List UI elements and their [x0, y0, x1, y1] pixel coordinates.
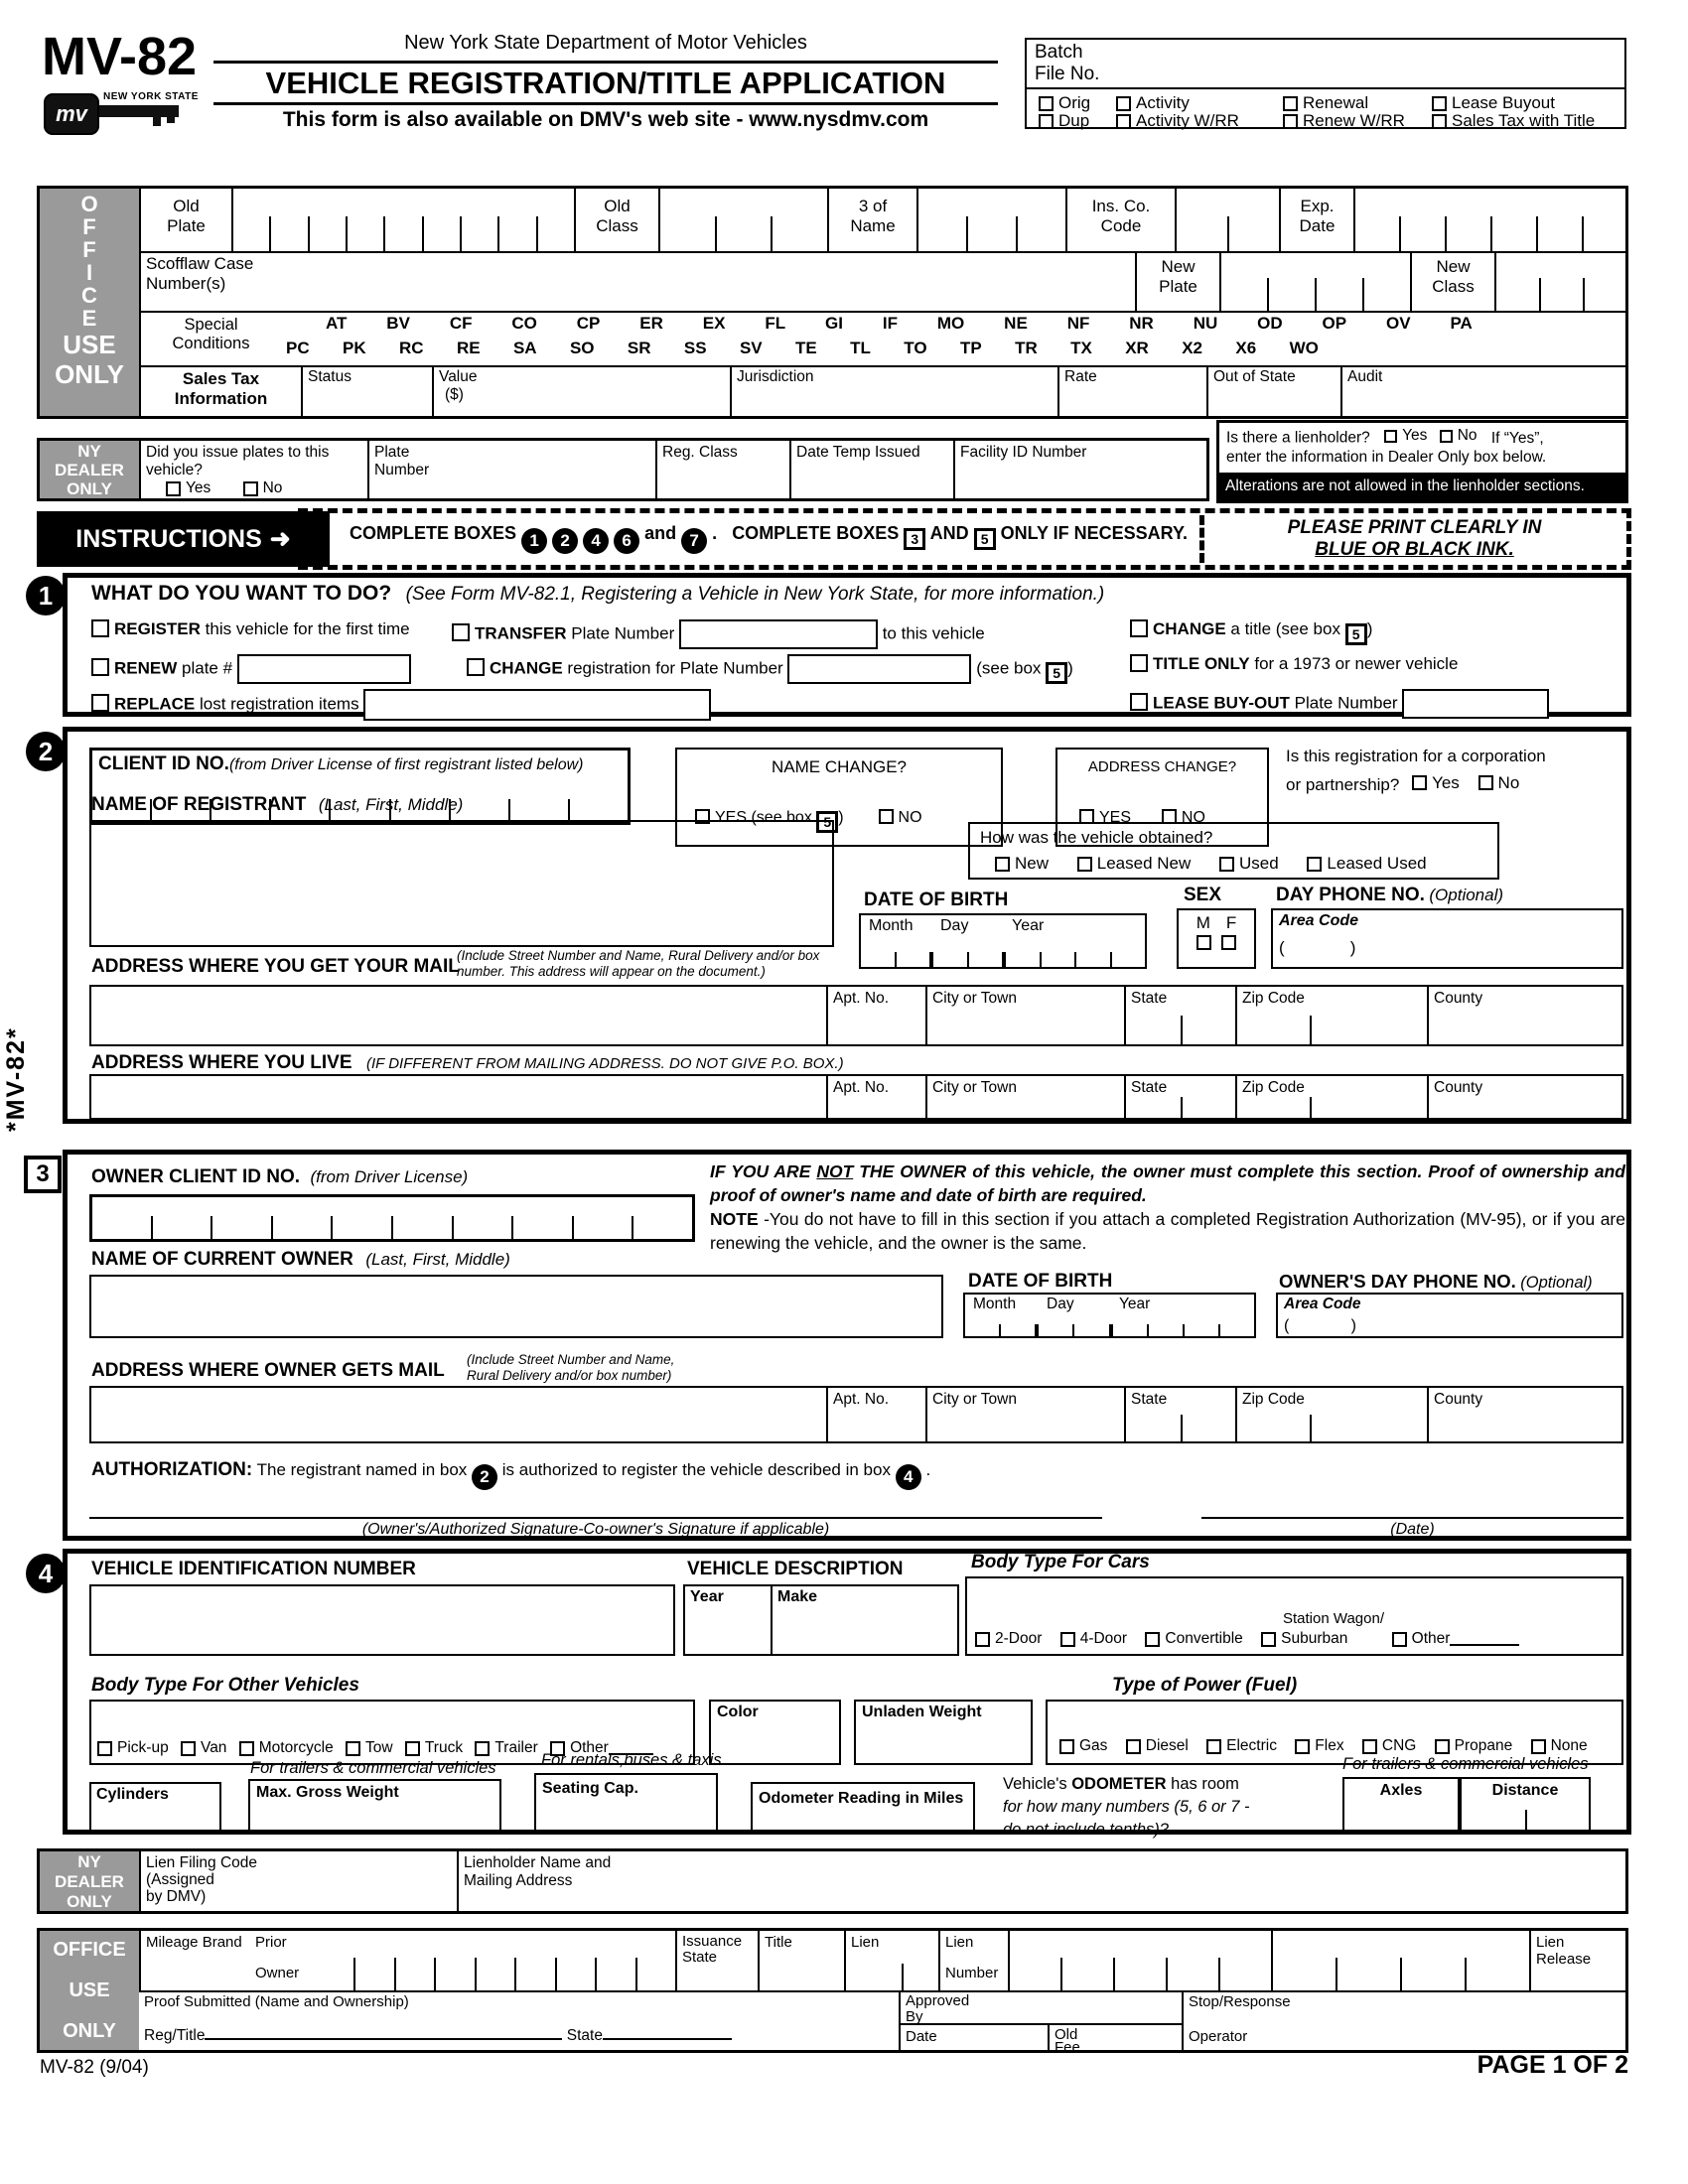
odometer-digits-blank[interactable] [1174, 1821, 1219, 1835]
mv82-form-page: *MV-82* MV-82 New York State Department of Motor Vehicles VEHICLE REGISTRATION/TITLE APPLICATION This form is also available on DMV's web site - www.nysdmv.com mv NEW YORK STATE Batch File No. Orig Activity Renewal Lease Buyout Dup Activity W/RR Renew W/RR Sales Tax with Title O F F I C E USE ONLY Old Plate Old Class 3 of Name Ins. Co. Code Exp. Date Scofflaw Case Number(s) New Plate New Class Special Conditions AT BV CF CO CP ER EX FL GI IF MO NE NF NR NU OD OP OV PA PC PK RC RE SA SO SR SS SV TE TL TO TP TR TX XR X2 X6 WO Sales Tax Information Status Value ($) Jurisdiction Rate Out of State Audit NY DEALER ONLY Did you issue plates to this vehicle? Yes No Plate Number Reg. Class Date Temp Issued Facility ID Number Is there a lienholder? Yes No If “Yes”, enter the information in Dealer Only box below. Alterations are not allowed in the lienholder sections. INSTRUCTIONS ➜ COMPLETE BOXES 1 2 4 6 and 7 . COMPLETE BOXES 3 AND 5 ONLY IF NECESSARY. PLEASE PRINT CLEARLY IN BLUE OR BLACK INK. 1 WHAT DO YOU WANT TO DO? (See Form MV-82.1, Registering a Vehicle in New York State, for more information.) REGISTER this vehicle for the first time TRANSFER Plate Number to this vehicle CHANGE a title (see box 5 ) RENEW plate # CHANGE registration for Plate Number (see box 5 ) TITLE ONLY for a 1973 or newer vehicle REPLACE lost registration items LEASE BUY-OUT Plate Number 2 CLIENT ID NO.(from Driver License of first registrant listed below) NAME CHANGE? YES (see box 5 ) NO ADDRESS CHANGE? YES NO Is this registration for a corporation or partnership? Yes No NAME OF REGISTRANT (Last, First, Middle) How was the vehicle obtained? New Leased New Used Leased Used DATE OF BIRTH Month Day Year SEX M F DAY PHONE NO. (Optional) Area Code ( ) ADDRESS WHERE YOU GET YOUR MAIL (Include Street Number and Name, Rural Delivery and/or box number. This address will appear on the document.) Apt. No. City or Town State Zip Code County ADDRESS WHERE YOU LIVE (IF DIFFERENT FROM MAILING ADDRESS. DO NOT GIVE P.O. BOX.) Apt. No. City or Town State Zip Code County 3 OWNER CLIENT ID NO. (from Driver License) IF YOU ARE NOT THE OWNER of this vehicle, the owner must complete this section. Proof of ownership and proof of owner's name and date of birth are required. NOTE -You do not have to fill in this section if you attach a completed Registration Authorization (MV-95), or if you are renewing the vehicle, and the owner is the same. NAME OF CURRENT OWNER (Last, First, Middle) DATE OF BIRTH Month Day Year OWNER'S DAY PHONE NO. (Optional) Area Code ( ) ADDRESS WHERE OWNER GETS MAIL (Include Street Number and Name, Rural Delivery and/or box number) Apt. No. City or Town State Zip Code County AUTHORIZATION: The registrant named in box 2 is authorized to register the vehicle described in box 4 . (Owner's/Authorized Signature-Co-owner's Signature if applicable) (Date) 4 VEHICLE IDENTIFICATION NUMBER VEHICLE DESCRIPTION Year Make Body Type For Cars Station Wagon/ 2-Door 4-Door Convertible Suburban Other Body Type For Other Vehicles Pick-up Van Motorcycle Tow Truck Trailer Other Color Unladen Weight Type of Power (Fuel) Gas Diesel Electric Flex CNG Propane None Cylinders For trailers & commercial vehicles Max. Gross Weight For rentals,buses & taxis Seating Cap. Odometer Reading in Miles Vehicle's ODOMETER has room for how many numbers (5, 6 or 7 - do not include tenths)? For trailers & commercial vehicles Axles Distance NY DEALER ONLY Lien Filing Code (Assigned by DMV) Lienholder Name and Mailing Address OFFICE USE ONLY Mileage Brand Prior Owner Issuance State Title Lien Lien Number Lien Release Proof Submitted (Name and Ownership) Reg/Title State Approved By Date Old Fee Stop/Response Operator MV-82 (9/04) PAGE 1 OF 2 [0, 0, 1688, 2184]
3-of-name-field[interactable] [916, 189, 1065, 251]
box2-ref-icon: 2 [472, 1464, 497, 1490]
owner-dob-field[interactable] [965, 1314, 1254, 1336]
new-plate-field[interactable] [1219, 251, 1410, 311]
transfer-plate-input[interactable] [679, 619, 878, 649]
name-change-no-checkbox[interactable] [879, 809, 894, 824]
year-make-box: Year Make [683, 1584, 959, 1656]
title-cell[interactable]: Title [758, 1931, 844, 1990]
lienholder-if-yes: If “Yes”, [1490, 429, 1544, 447]
fuel-gas-checkbox[interactable] [1059, 1739, 1074, 1754]
alterations-warning-bar: Alterations are not allowed in the lienholder sections. [1219, 473, 1625, 500]
change-registration-checkbox[interactable] [467, 658, 485, 676]
change-title-checkbox[interactable] [1130, 619, 1148, 637]
owner-state-cell[interactable]: State [1124, 1388, 1235, 1441]
day-phone-box[interactable] [1271, 908, 1623, 969]
mail-street-field[interactable] [91, 987, 826, 1044]
transfer-checkbox[interactable] [452, 623, 470, 641]
sex-label: SEX [1184, 885, 1222, 905]
logo-key-teeth [167, 117, 175, 123]
live-street-field[interactable] [91, 1076, 826, 1118]
year-field[interactable] [685, 1606, 771, 1654]
registrant-name-label: NAME OF REGISTRANT [91, 794, 307, 815]
lienholder-question: Is there a lienholder? [1226, 429, 1370, 447]
owner-mail-note: (Include Street Number and Name, Rural Delivery and/or box number) [467, 1352, 675, 1383]
live-address-note: (IF DIFFERENT FROM MAILING ADDRESS. DO NOT GIVE P.O. BOX.) [365, 1055, 844, 1072]
divider [213, 102, 998, 105]
owner-section-instructions: IF YOU ARE NOT THE OWNER of this vehicle, the owner must complete this section. Proof of ownership and proof of owner's name and date of birth are required. NOTE -You do not have to fill in this section if you attach a completed Registration Authorization (MV-95), or if you are renewing the vehicle, and the owner is the same. [710, 1161, 1625, 1253]
fuel-propane-checkbox[interactable] [1435, 1739, 1450, 1754]
exp-date-label: Exp. Date [1279, 189, 1353, 251]
instructions-arrow-icon: ➜ [269, 525, 291, 553]
box5-badge-icon: 5 [974, 528, 996, 550]
availability-note: This form is also available on DMV's web site - www.nysdmv.com [282, 108, 929, 131]
page-title: VEHICLE REGISTRATION/TITLE APPLICATION [265, 66, 946, 100]
owner-phone-box[interactable] [1276, 1293, 1623, 1338]
owner-apt-cell[interactable]: Apt. No. [826, 1388, 925, 1441]
rate-cell[interactable]: Rate [1057, 365, 1206, 416]
box6-badge-icon: 6 [614, 528, 639, 554]
box3-number-badge: 3 [24, 1156, 62, 1193]
other-trailer-checkbox[interactable] [475, 1741, 490, 1756]
owner-mail-row [89, 1386, 1623, 1443]
name-change-label: NAME CHANGE? [771, 757, 908, 776]
activity-wrr-label: Activity W/RR [1136, 111, 1239, 130]
ins-co-code-field[interactable] [1175, 189, 1279, 251]
divider [139, 311, 1627, 313]
seating-cap-box[interactable]: Seating Cap. [534, 1773, 718, 1832]
footer-page-number: PAGE 1 OF 2 [1477, 2051, 1628, 2079]
box2-badge-icon: 2 [552, 528, 578, 554]
station-wagon-label: Station Wagon/ [1283, 1610, 1385, 1627]
owner-phone-optional: (Optional) [1520, 1274, 1593, 1292]
new-class-field[interactable] [1494, 251, 1627, 311]
vehicle-obtained-label: How was the vehicle obtained? [980, 828, 1213, 847]
owner-dob-box: Month Day Year [963, 1293, 1256, 1338]
old-fee-cell[interactable]: Old Fee [1048, 2023, 1182, 2050]
live-state-cell[interactable]: State [1124, 1076, 1235, 1118]
obtained-leased-used-checkbox[interactable] [1307, 857, 1322, 872]
body-type-other-box: Pick-up Van Motorcycle Tow Truck Trailer Other [89, 1700, 695, 1765]
dealer-reg-class-cell[interactable]: Reg. Class [655, 441, 789, 498]
dealer-only-top-box [37, 438, 1209, 501]
lease-buyout-row-checkbox[interactable] [1130, 693, 1148, 711]
office-use-only-label: O F F I C E USE ONLY [40, 189, 139, 416]
exp-date-field[interactable] [1353, 189, 1627, 251]
box4-ref-icon: 4 [896, 1464, 921, 1490]
date-cell[interactable]: Date [899, 2023, 1048, 2050]
day-phone-optional: (Optional) [1429, 886, 1504, 904]
lienholder-question-box: Is there a lienholder? Yes No If “Yes”, enter the information in Dealer Only box below. Alterations are not allowed in the lienholder sections. [1216, 420, 1628, 503]
box7-badge-icon: 7 [681, 528, 707, 554]
lien-number-field-2[interactable] [1271, 1931, 1529, 1990]
dup-checkbox[interactable] [1039, 114, 1054, 129]
other-tow-checkbox[interactable] [346, 1741, 360, 1756]
owner-phone-label: OWNER'S DAY PHONE NO. [1279, 1271, 1516, 1292]
vehicle-obtained-box: How was the vehicle obtained? New Leased New Used Leased Used [968, 822, 1499, 880]
agency-name: New York State Department of Motor Vehicles [404, 32, 807, 54]
mail-county-cell[interactable]: County [1427, 987, 1621, 1044]
sex-m-checkbox[interactable] [1196, 935, 1211, 950]
office-use-top-box [37, 186, 1628, 419]
corporation-yes-checkbox[interactable] [1412, 775, 1427, 790]
owner-county-cell[interactable]: County [1427, 1388, 1621, 1441]
obtained-new-checkbox[interactable] [995, 857, 1010, 872]
reg-title-blank[interactable] [205, 2026, 562, 2040]
lienholder-no-checkbox[interactable] [1440, 430, 1453, 443]
obtained-used-checkbox[interactable] [1219, 857, 1234, 872]
fuel-cng-checkbox[interactable] [1362, 1739, 1377, 1754]
lien-release-cell[interactable]: Lien Release [1529, 1931, 1625, 1990]
client-id-label: CLIENT ID NO. [98, 753, 229, 774]
address-change-box: ADDRESS CHANGE? YES NO [1055, 748, 1269, 847]
box4-number-badge: 4 [26, 1554, 66, 1593]
odometer-question: Vehicle's ODOMETER has room for how many numbers (5, 6 or 7 - do not include tenths)? [1003, 1775, 1250, 1839]
fuel-flex-checkbox[interactable] [1295, 1739, 1310, 1754]
old-plate-label: Old Plate [139, 189, 231, 251]
address-change-label: ADDRESS CHANGE? [1087, 758, 1237, 775]
authorization-label: AUTHORIZATION: [91, 1459, 253, 1480]
box1-title-note: (See Form MV-82.1, Registering a Vehicle in New York State, for more information.) [405, 584, 1105, 605]
sales-tax-title-checkbox[interactable] [1432, 114, 1447, 129]
activity-label: Activity [1136, 93, 1190, 112]
orig-label: Orig [1058, 93, 1091, 112]
prior-owner-field[interactable] [316, 1931, 675, 1990]
sex-f-checkbox[interactable] [1221, 935, 1236, 950]
corporation-question: Is this registration for a corporation or partnership? Yes No [1286, 747, 1546, 794]
other-pickup-checkbox[interactable] [97, 1741, 112, 1756]
owner-area-code-label: Area Code [1284, 1296, 1361, 1312]
scofflaw-label[interactable]: Scofflaw Case Number(s) [139, 251, 1135, 311]
dob-box: Month Day Year [859, 913, 1147, 969]
orig-checkbox[interactable] [1039, 96, 1054, 111]
proof-submitted-cell[interactable]: Proof Submitted (Name and Ownership) Reg/Title State [139, 1990, 899, 2050]
dealer-only-bottom-box [37, 1848, 1628, 1914]
logo-key-head [44, 93, 99, 135]
special-conditions-codes-row1: AT BV CF CO CP ER EX FL GI IF MO NE NF NR NU OD OP OV PA [326, 314, 1473, 333]
live-address-row [89, 1074, 1623, 1120]
dob-label: DATE OF BIRTH [864, 889, 1009, 910]
issuance-state-cell[interactable]: Issuance State [675, 1931, 758, 1990]
issue-plates-yes-checkbox[interactable] [166, 481, 181, 496]
owner-dob-label: DATE OF BIRTH [968, 1271, 1113, 1292]
vehicle-description-label: VEHICLE DESCRIPTION [687, 1559, 904, 1579]
logo-key-teeth [153, 117, 161, 126]
old-class-field[interactable] [658, 189, 827, 251]
fuel-electric-checkbox[interactable] [1206, 1739, 1221, 1754]
old-class-label: Old Class [574, 189, 658, 251]
live-county-cell[interactable]: County [1427, 1076, 1621, 1118]
lease-buyout-plate-input[interactable] [1402, 689, 1549, 719]
footer-form-version: MV-82 (9/04) [40, 2057, 149, 2078]
lienholder-instruction: enter the information in Dealer Only box below. [1226, 449, 1547, 466]
lienholder-name-cell[interactable]: Lienholder Name and Mailing Address [457, 1851, 1625, 1911]
stop-response-cell[interactable]: Stop/Response Operator [1182, 1990, 1625, 2050]
live-city-cell[interactable]: City or Town [925, 1076, 1124, 1118]
lien-number-label: Lien Number [938, 1931, 1008, 1990]
other-truck-checkbox[interactable] [405, 1741, 420, 1756]
state-blank[interactable] [603, 2026, 732, 2040]
renew-wrr-checkbox[interactable] [1283, 114, 1298, 129]
owner-client-id-note: (from Driver License) [310, 1167, 469, 1186]
mail-city-cell[interactable]: City or Town [925, 987, 1124, 1044]
fuel-type-box: Gas Diesel Electric Flex CNG Propane None [1046, 1700, 1623, 1765]
status-cell[interactable]: Status [301, 365, 432, 416]
lien-filing-code-cell[interactable]: Lien Filing Code (Assigned by DMV) [139, 1851, 457, 1911]
owner-mail-label: ADDRESS WHERE OWNER GETS MAIL [91, 1360, 445, 1381]
instructions-text: COMPLETE BOXES 1 2 4 6 and 7 . COMPLETE BOXES 3 AND 5 ONLY IF NECESSARY. [350, 523, 1188, 554]
body-type-other-label: Body Type For Other Vehicles [91, 1675, 359, 1696]
old-plate-field[interactable] [231, 189, 574, 251]
office-use-bottom-box [37, 1928, 1628, 2056]
prior-owner-label: Prior Owner [255, 1934, 300, 1981]
lease-buyout-label: Lease Buyout [1452, 93, 1555, 112]
owner-street-field[interactable] [91, 1388, 826, 1441]
instructions-label: INSTRUCTIONS [75, 524, 262, 553]
activity-wrr-checkbox[interactable] [1116, 114, 1131, 129]
other-van-checkbox[interactable] [181, 1741, 196, 1756]
instructions-label-box [37, 511, 330, 567]
renew-plate-input[interactable] [237, 654, 411, 684]
distance-box[interactable]: Distance [1460, 1777, 1591, 1832]
new-class-label: New Class [1410, 251, 1494, 311]
new-plate-label: New Plate [1135, 251, 1219, 311]
other-motorcycle-checkbox[interactable] [239, 1741, 254, 1756]
mail-zip-cell[interactable]: Zip Code [1235, 987, 1427, 1044]
day-phone-label: DAY PHONE NO. [1276, 885, 1425, 905]
make-field[interactable] [773, 1606, 959, 1654]
nysdmv-logo [44, 91, 203, 137]
renewal-label: Renewal [1303, 93, 1369, 112]
sales-tax-label: Sales Tax Information [139, 365, 301, 416]
date-caption: (Date) [1390, 1521, 1435, 1538]
3-of-name-label: 3 of Name [827, 189, 916, 251]
cylinders-box[interactable]: Cylinders [89, 1782, 221, 1832]
live-zip-cell[interactable]: Zip Code [1235, 1076, 1427, 1118]
fuel-diesel-checkbox[interactable] [1126, 1739, 1141, 1754]
form-code: MV-82 [42, 27, 198, 86]
facility-id-cell[interactable]: Facility ID Number [953, 441, 1206, 498]
owner-name-label: NAME OF CURRENT OWNER [91, 1249, 353, 1270]
corporation-no-checkbox[interactable] [1478, 775, 1493, 790]
live-apt-cell[interactable]: Apt. No. [826, 1076, 925, 1118]
renewal-checkbox[interactable] [1283, 96, 1298, 111]
renew-checkbox[interactable] [91, 658, 109, 676]
max-gross-weight-box[interactable]: Max. Gross Weight [248, 1779, 501, 1832]
obtained-leased-new-checkbox[interactable] [1077, 857, 1092, 872]
fuel-none-checkbox[interactable] [1531, 1739, 1546, 1754]
replace-checkbox[interactable] [91, 694, 109, 712]
owner-name-note: (Last, First, Middle) [365, 1250, 510, 1269]
unladen-weight-box[interactable]: Unladen Weight [854, 1700, 1033, 1765]
owner-name-field[interactable] [89, 1275, 943, 1338]
owner-client-id-label: OWNER CLIENT ID NO. [91, 1166, 301, 1187]
vin-field[interactable] [89, 1584, 675, 1656]
mail-apt-cell[interactable]: Apt. No. [826, 987, 925, 1044]
vin-label: VEHICLE IDENTIFICATION NUMBER [91, 1559, 416, 1579]
ny-dealer-only-label-2: NY DEALER ONLY [40, 1851, 139, 1911]
registrant-name-note: (Last, First, Middle) [318, 795, 464, 814]
sex-box: M F [1177, 908, 1256, 969]
special-conditions-codes-row2: PC PK RC RE SA SO SR SS SV TE TL TO TP TR TX XR X2 X6 WO [286, 339, 1319, 357]
box5-ref-icon: 5 [1345, 623, 1367, 645]
body-type-cars-label: Body Type For Cars [971, 1552, 1150, 1572]
client-id-note: (from Driver License of first registrant listed below) [228, 756, 584, 773]
car-suburban-checkbox[interactable] [1261, 1632, 1276, 1647]
box1-number-badge: 1 [26, 576, 66, 615]
dealer-plate-number-cell[interactable]: Plate Number [367, 441, 655, 498]
car-4door-checkbox [1060, 1632, 1075, 1647]
ny-dealer-only-label: NY DEALER ONLY [40, 441, 139, 498]
registrant-name-field[interactable] [89, 820, 834, 947]
ins-co-code-label: Ins. Co. Code [1065, 189, 1175, 251]
date-temp-issued-cell[interactable]: Date Temp Issued [789, 441, 953, 498]
box3-badge-icon: 3 [904, 528, 925, 550]
area-code-label: Area Code [1279, 912, 1359, 929]
lease-buyout-checkbox[interactable] [1432, 96, 1447, 111]
dup-label: Dup [1058, 111, 1090, 130]
register-checkbox[interactable] [91, 619, 109, 637]
fuel-type-label: Type of Power (Fuel) [1112, 1675, 1298, 1696]
box5-ref-icon: 5 [1046, 662, 1067, 684]
owner-phone-parens: ( ) [1284, 1317, 1356, 1334]
batch-box [1025, 38, 1626, 129]
odometer-reading-box[interactable]: Odometer Reading in Miles [751, 1782, 975, 1832]
issue-plates-question: Did you issue plates to this vehicle? Yes No [139, 441, 367, 498]
batch-label: Batch [1035, 42, 1083, 63]
car-other-blank[interactable] [1450, 1632, 1519, 1646]
jurisdiction-cell[interactable]: Jurisdiction [730, 365, 1057, 416]
mail-address-note: (Include Street Number and Name, Rural Delivery and/or box number. This address will appear on the document.) [457, 948, 820, 979]
lienholder-yes-checkbox[interactable] [1384, 430, 1397, 443]
title-only-checkbox[interactable] [1130, 654, 1148, 672]
axles-box[interactable]: Axles [1342, 1777, 1460, 1832]
car-other-checkbox[interactable] [1392, 1632, 1407, 1647]
out-of-state-cell[interactable]: Out of State [1206, 365, 1340, 416]
lien-number-field[interactable] [1008, 1931, 1271, 1990]
print-clearly-note: PLEASE PRINT CLEARLY IN BLUE OR BLACK INK. [1199, 515, 1624, 563]
mail-address-label: ADDRESS WHERE YOU GET YOUR MAIL [91, 956, 460, 977]
value-cell[interactable]: Value ($) [432, 365, 730, 416]
logo-key-shaft [99, 105, 179, 117]
date-line[interactable] [1201, 1517, 1623, 1519]
name-change-box: NAME CHANGE? YES (see box 5 ) NO [675, 748, 1003, 847]
activity-checkbox[interactable] [1116, 96, 1131, 111]
replace-items-input[interactable] [363, 689, 711, 721]
operator-label: Operator [1189, 2028, 1248, 2045]
audit-cell[interactable]: Audit [1340, 365, 1627, 416]
owner-client-id-field[interactable] [89, 1194, 695, 1242]
trailers-caption: For trailers & commercial vehicles [250, 1759, 496, 1777]
mileage-brand-cell[interactable]: Mileage Brand [139, 1931, 250, 1990]
signature-caption: (Owner's/Authorized Signature-Co-owner's Signature if applicable) [361, 1521, 830, 1538]
sales-tax-title-label: Sales Tax with Title [1452, 111, 1596, 130]
logo-state-text: NEW YORK STATE [103, 91, 199, 102]
owner-city-cell[interactable]: City or Town [925, 1388, 1124, 1441]
renew-wrr-label: Renew W/RR [1303, 111, 1405, 130]
approved-by-cell[interactable]: Approved By [899, 1990, 1182, 2023]
change-reg-plate-input[interactable] [787, 654, 971, 684]
box2-number-badge: 2 [26, 732, 66, 771]
office-use-only-label-2: OFFICE USE ONLY [40, 1931, 139, 2050]
color-box[interactable]: Color [709, 1700, 841, 1765]
divider [1027, 87, 1624, 89]
issue-plates-no-checkbox[interactable] [243, 481, 258, 496]
file-no-label: File No. [1035, 64, 1100, 84]
dob-field[interactable] [861, 939, 1145, 967]
box5-ref-icon: 5 [816, 811, 838, 833]
mail-state-cell[interactable]: State [1124, 987, 1235, 1044]
logo-mv-text: mv [56, 101, 87, 126]
mail-address-row [89, 985, 1623, 1046]
divider [213, 61, 998, 64]
lien-cell[interactable]: Lien [844, 1931, 938, 1990]
car-convertible-checkbox[interactable] [1145, 1632, 1160, 1647]
phone-parens: ( ) [1279, 938, 1356, 957]
box1-badge-icon: 1 [521, 528, 547, 554]
car-2door-checkbox[interactable] [975, 1632, 990, 1647]
trailers-caption-2: For trailers & commercial vehicles [1342, 1755, 1589, 1773]
box4-badge-icon: 4 [583, 528, 609, 554]
side-form-code: *MV-82* [2, 1026, 30, 1132]
box1-title: WHAT DO YOU WANT TO DO? [91, 582, 392, 605]
owner-zip-cell[interactable]: Zip Code [1235, 1388, 1427, 1441]
special-conditions-label: Special Conditions [139, 311, 281, 365]
body-type-cars-box: Station Wagon/ 2-Door 4-Door Convertible Suburban Other [965, 1576, 1623, 1656]
owner-signature-line[interactable] [89, 1517, 1102, 1519]
live-address-label: ADDRESS WHERE YOU LIVE [91, 1052, 352, 1073]
rentals-caption: For rentals,buses & taxis [541, 1751, 722, 1769]
